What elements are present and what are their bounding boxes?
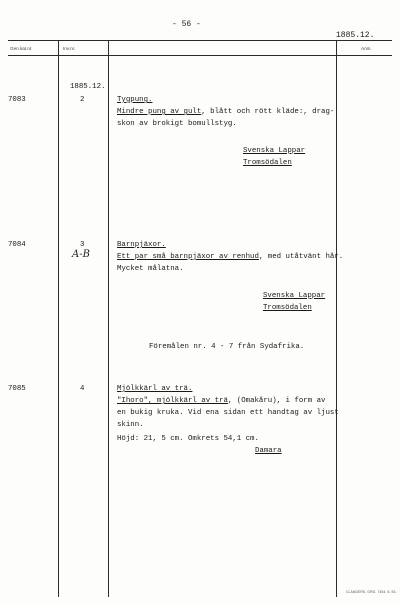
column-divider-2 bbox=[108, 40, 109, 597]
section-note: Föremålen nr. 4 - 7 från Sydafrika. bbox=[149, 343, 305, 351]
printer-mark: CLANDERS, GRG. 7454. 6. 53. bbox=[346, 590, 397, 594]
column-header-gen-kat-nr: Gen.kat.nr. bbox=[10, 46, 33, 51]
entry-description-line: "Ihoro", mjölkkärl av trä, (Omakåru), i form av bbox=[117, 397, 326, 405]
entry-inv-number: 2 bbox=[80, 96, 85, 104]
entry-gen-number: 7085 bbox=[8, 385, 26, 393]
entry-inv-number: 3 bbox=[80, 241, 85, 249]
entry-description-line: Ett par små barnpjäxor av renhud, med utåtvänt hår. bbox=[117, 253, 344, 261]
entry-title: Tygpung. bbox=[117, 96, 153, 104]
entry-gen-number: 7083 bbox=[8, 96, 26, 104]
header-top-rule bbox=[8, 40, 392, 41]
entry-origin-place: Tromsödalen bbox=[243, 159, 292, 167]
entry-description-line: skinn. bbox=[117, 421, 144, 429]
entry-inv-handwritten: A-B bbox=[72, 249, 90, 260]
entry-gen-number: 7084 bbox=[8, 241, 26, 249]
entry-origin: Svenska Lappar bbox=[243, 147, 306, 155]
page-number: - 56 - bbox=[172, 20, 201, 29]
entry-title: Barnpjäxor. bbox=[117, 241, 166, 249]
entry-title: Mjölkkärl av trä. bbox=[117, 385, 193, 393]
entry-description-line: Mindre pung av gult, blått och rött kläde:, drag- bbox=[117, 108, 335, 116]
column-header-inv-nr: Inv.nr. bbox=[63, 46, 76, 51]
entry-origin: Damara bbox=[255, 447, 282, 455]
entry-origin: Svenska Lappar bbox=[263, 292, 326, 300]
entry-origin-place: Tromsödalen bbox=[263, 304, 312, 312]
section-date: 1885.12. bbox=[70, 83, 106, 91]
entry-description-line: skon av brokigt bomullstyg. bbox=[117, 120, 237, 128]
column-divider-1 bbox=[58, 40, 59, 597]
entry-inv-number: 4 bbox=[80, 385, 85, 393]
entry-description-line: Mycket målatna. bbox=[117, 265, 184, 273]
entry-measurements: Höjd: 21, 5 cm. Omkrets 54,1 cm. bbox=[117, 435, 259, 443]
column-divider-3 bbox=[336, 40, 337, 597]
column-header-anm: Anm. bbox=[361, 46, 372, 51]
header-date: 1885.12. bbox=[336, 31, 375, 40]
entry-description-line: en bukig kruka. Vid ena sidan ett handtag av ljust bbox=[117, 409, 339, 417]
header-bottom-rule bbox=[8, 55, 392, 56]
